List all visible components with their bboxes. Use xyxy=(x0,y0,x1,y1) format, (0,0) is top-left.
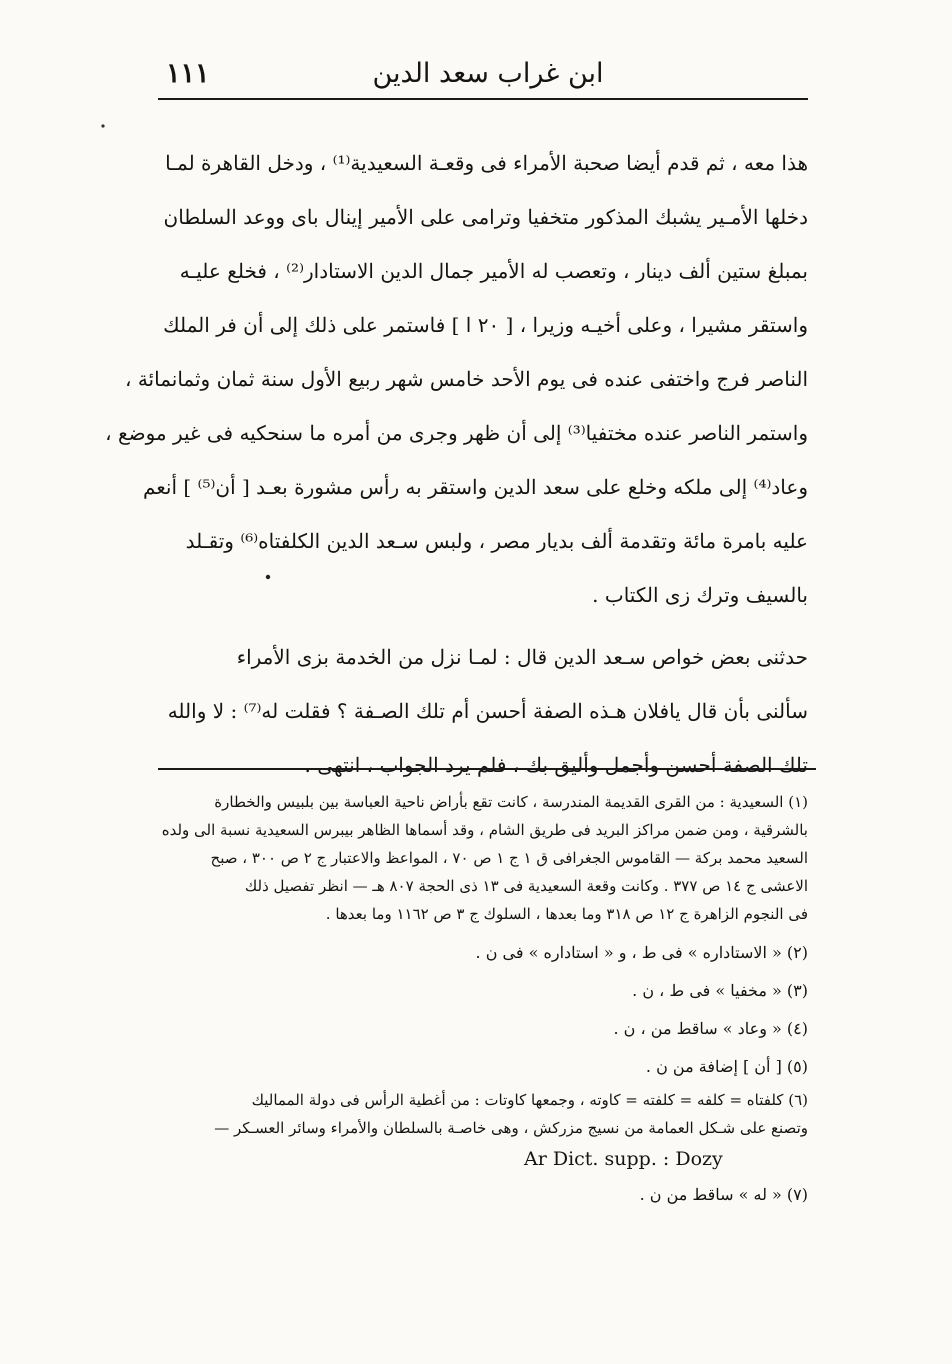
text-line: واستمر الناصر عنده مختفيا⁽³⁾ إلى أن ظهر وجرى من أمره ما سنحكيه فى غير موضع ، xyxy=(105,421,808,445)
text-line: عليه بامرة مائة وتقدمة ألف بديار مصر ، ولبس سـعد الدين الكلفتاه⁽⁶⁾ وتقـلد xyxy=(185,529,808,553)
footnote-6-reference: Ar Dict. supp. : Dozy xyxy=(524,1148,723,1170)
footnotes xyxy=(158,788,808,1214)
text-line: وعاد⁽⁴⁾ إلى ملكه وخلع على سعد الدين واستقر به رأس مشورة بعـد [ أن⁽⁵⁾ ] أنعم xyxy=(142,475,808,499)
text-line: دخلها الأمـير يشبك المذكور متخفيا وترامى على الأمير إينال باى ووعد السلطان xyxy=(163,205,808,229)
text-line: الناصر فرج واختفى عنده فى يوم الأحد خامس شهر ربيع الأول سنة ثمان وثمانمائة ، xyxy=(125,367,808,391)
text-line: بالسيف وترك زى الكتاب . xyxy=(592,583,808,607)
footnote-6-line: وتصنع على شـكل العمامة من نسيج مزركش ، وهى خاصـة بالسلطان والأمراء وسائر العسـكر — xyxy=(214,1119,808,1137)
text-line: تلك الصفة أحسن وأجمل وأليق بك ، فلم يرد الجواب ، انتهى . xyxy=(304,753,808,777)
footnote-2: (٢) « الاستاداره » فى ط ، و « استاداره » فى ن . xyxy=(475,943,808,962)
text-line: هذا معه ، ثم قدم أيضا صحبة الأمراء فى وقعـة السعيدية⁽¹⁾ ، ودخل القاهرة لمـا xyxy=(165,151,808,175)
page-number: ١١١ xyxy=(166,58,210,89)
footnote-1-line: السعيد محمد بركة — القاموس الجغرافى ق ١ ج ١ ص ٧٠ ، المواعظ والاعتبار ج ٢ ص ٣٠٠ ، صبح xyxy=(210,849,808,867)
running-title: ابن غراب سعد الدين xyxy=(372,58,604,89)
text-line: سألنى بأن قال يافلان هـذه الصفة أحسن أم تلك الصـفة ؟ فقلت له⁽⁷⁾ : لا والله xyxy=(167,699,808,723)
footnote-3: (٣) « مخفيا » فى ط ، ن . xyxy=(632,981,808,1000)
footnote-4: (٤) « وعاد » ساقط من ، ن . xyxy=(613,1019,808,1038)
footnote-separator xyxy=(158,768,816,770)
footnote-1-line: (١) السعيدية : من القرى القديمة المندرسة ، كانت تقع بأراض ناحية العباسة بين بلبيس والخطارة xyxy=(214,793,808,811)
text-line: حدثنى بعض خواص سـعد الدين قال : لمـا نزل من الخدمة بزى الأمراء xyxy=(236,645,808,669)
text-line: واستقر مشيرا ، وعلى أخيـه وزيرا ، [ ٢٠ ا ] فاستمر على ذلك إلى أن فر الملك xyxy=(163,313,808,337)
main-text xyxy=(105,136,808,792)
footnote-1-line: فى النجوم الزاهرة ج ١٢ ص ٣١٨ وما بعدها ، السلوك ج ٣ ص ١١٦٢ وما بعدها . xyxy=(325,905,808,923)
page-header xyxy=(158,52,808,100)
footnote-7: (٧) « له » ساقط من ن . xyxy=(639,1185,808,1204)
footnote-1-line: الاعشى ج ١٤ ص ٣٧٧ . وكانت وقعة السعيدية فى ١٣ ذى الحجة ٨٠٧ هـ — انظر تفصيل ذلك xyxy=(244,877,808,895)
footnote-1-line: بالشرقية ، ومن ضمن مراكز البريد فى طريق الشام ، وقد أسماها الظاهر بيبرس السعيدية نسبة الى ولده xyxy=(161,821,808,839)
footnote-6-line: (٦) كلفتاه = كلفه = كلفته = كاوته ، وجمعها كاوتات : من أغطية الرأس فى دولة المماليك xyxy=(251,1091,808,1109)
text-line: بمبلغ ستين ألف دينار ، وتعصب له الأمير جمال الدين الاستادار⁽²⁾ ، فخلع عليـه xyxy=(179,259,808,283)
footnote-5: (٥) [ أن ] إضافة من ن . xyxy=(645,1057,808,1076)
